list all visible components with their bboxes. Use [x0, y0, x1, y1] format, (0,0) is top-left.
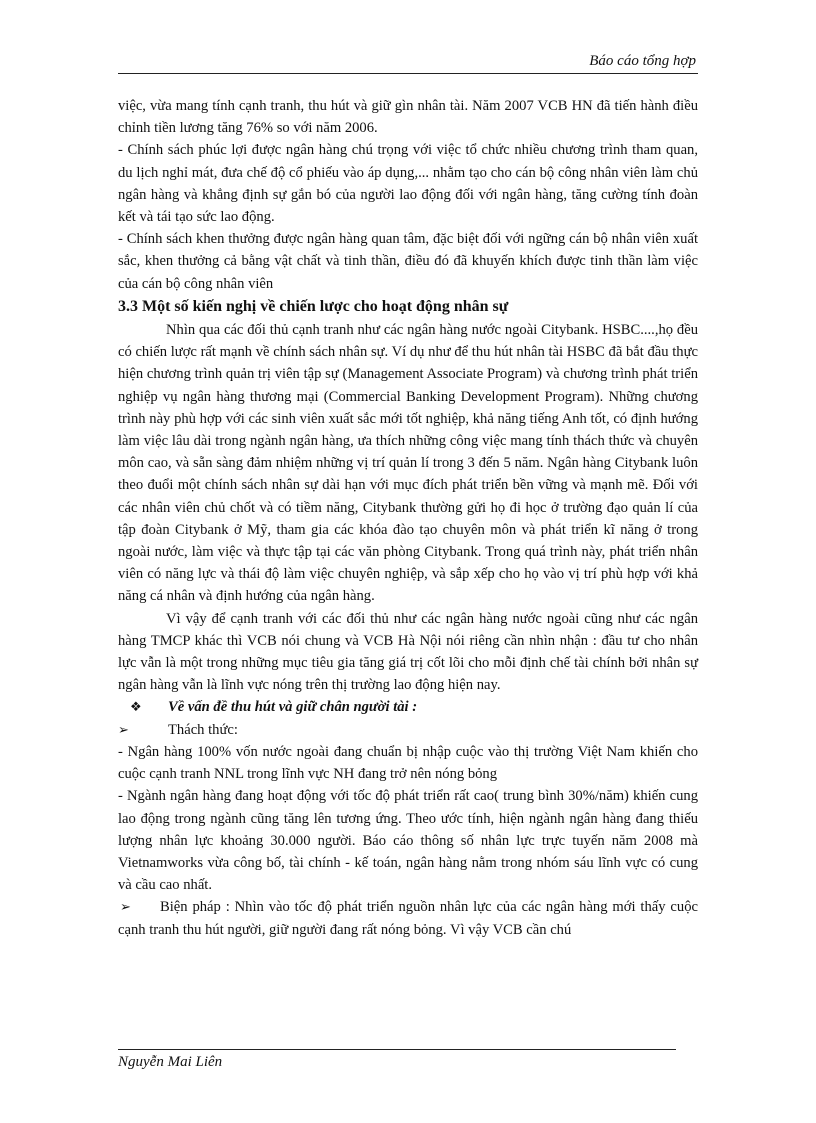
- header-title: Báo cáo tổng hợp: [589, 53, 696, 69]
- arrow-bullet-item-measures: [118, 896, 698, 940]
- arrow-bullet-icon: ➢: [120, 899, 131, 915]
- arrow-bullet-icon: ➢: [118, 721, 129, 737]
- section-heading: 3.3 Một số kiến nghị về chiến lược cho hoạt động nhân sự: [118, 297, 509, 315]
- paragraph-conclusion: Vì vậy để cạnh tranh với các đối thủ như các ngân hàng nước ngoài cũng như các ngân hàng TMCP khác thì VCB nói chung và VCB Hà Nội nói riêng cần nhìn nhận : đầu tư cho nhân lực vẫn là một trong những mục tiêu gia tăng giá trị cốt lõi cho mỗi định chế tài chính bởi nhân sự ngân hàng vẫn là lĩnh vực nóng trên thị trường lao động hiện nay.: [118, 610, 698, 694]
- footer-divider: [118, 1049, 676, 1050]
- paragraph-salary: việc, vừa mang tính cạnh tranh, thu hút và giữ gìn nhân tài. Năm 2007 VCB HN đã tiến hành điều chỉnh tiền lương tăng 76% so với năm 2006.: [118, 98, 698, 137]
- paragraph-competitors: Nhìn qua các đối thủ cạnh tranh như các ngân hàng nước ngoài Citybank. HSBC....,họ đều có chiến lược rất mạnh về chính sách nhân sự. Ví dụ như để thu hút nhân tài HSBC đã bắt đầu thực hiện chương trình quản trị viên tập sự (Management Associate Program) và chương trình phát triển nghiệp vụ ngân hàng thương mại (Commercial Banking Development Program). Những chương trình này phù hợp với các sinh viên xuất sắc mới tốt nghiệp, khả năng tiếng Anh tốt, có định hướng làm việc lâu dài trong ngành ngân hàng, ưa thích những công việc mang tính thách thức và chuyên môn cao, và sẵn sàng đảm nhiệm những vị trí quản lí trong 3 đến 5 năm. Ngân hàng Citybank luôn theo đuổi một chính sách nhân sự dài hạn với mục đích phát triển bền vững và mạnh mẽ. Đối với các nhân viên chủ chốt và có tiềm năng, Citybank thường gửi họ đi học ở trường đạo quản lí của tập đoàn Citybank ở Mỹ, tham gia các khóa đào tạo chuyên môn và phát triển kĩ năng ở trong ngoài nước, làm việc và thực tập tại các văn phòng Citybank. Trong quá trình này, phát triển nhân viên có năng lực và thái độ làm việc chuyên nghiệp, và sắp xếp cho họ vào vị trí phù hợp với khả năng cá nhân và định hướng của ngân hàng.: [118, 322, 698, 605]
- paragraph-welfare: - Chính sách phúc lợi được ngân hàng chú trọng với việc tổ chức nhiều chương trình tham quan, du lịch nghỉ mát, đưa chế độ cổ phiếu vào áp dụng,... nhằm tạo cho cán bộ công nhân viên làm chủ ngân hàng và khẳng định sự gắn bó của người lao động đối với ngân hàng, tăng cường tính đoàn kết và tái tạo sức lao động.: [118, 142, 698, 226]
- paragraph-growth: - Ngành ngân hàng đang hoạt động với tốc độ phát triển rất cao( trung bình 30%/năm) khiến cung lao động trong ngành cũng tăng lên tương ứng. Theo ước tính, hiện ngành ngân hàng đang thiếu lượng nhân lực khoảng 30.000 người. Báo cáo thông số nhân lực trực tuyến năm 2008 mà Vietnamworks vừa công bố, tài chính - kế toán, ngân hàng nằm trong nhóm sáu lĩnh vực có cung và cầu cao nhất.: [118, 788, 698, 894]
- header-divider: [118, 73, 698, 74]
- arrow-bullet-item-challenges: [118, 719, 698, 741]
- bullet-heading-text: Về vấn đề thu hút và giữ chân người tài :: [168, 699, 418, 716]
- footer-author: Nguyễn Mai Liên: [118, 1054, 223, 1070]
- paragraph-reward: - Chính sách khen thưởng được ngân hàng quan tâm, đặc biệt đối với ngững cán bộ nhân viên xuất sắc, khen thưởng cả bằng vật chất và tinh thần, điều đó đã khuyến khích được tinh thần làm việc của cán bộ công nhân viên: [118, 231, 698, 292]
- bullet-challenges-text: Thách thức:: [168, 721, 238, 738]
- paragraph-foreign-banks: - Ngân hàng 100% vốn nước ngoài đang chuẩn bị nhập cuộc vào thị trường Việt Nam khiến cho cuộc cạnh tranh NNL trong lĩnh vực NH đang trở nên nóng bỏng: [118, 743, 698, 783]
- bullet-measures-text: Biện pháp : Nhìn vào tốc độ phát triển nguồn nhân lực của các ngân hàng mới thấy cuộc cạnh tranh thu hút người, giữ người đang rất nóng bỏng. Vì vậy VCB cần chú: [118, 899, 698, 938]
- document-body: [118, 95, 698, 941]
- diamond-bullet-item: [118, 696, 698, 718]
- diamond-bullet-icon: ❖: [130, 699, 142, 715]
